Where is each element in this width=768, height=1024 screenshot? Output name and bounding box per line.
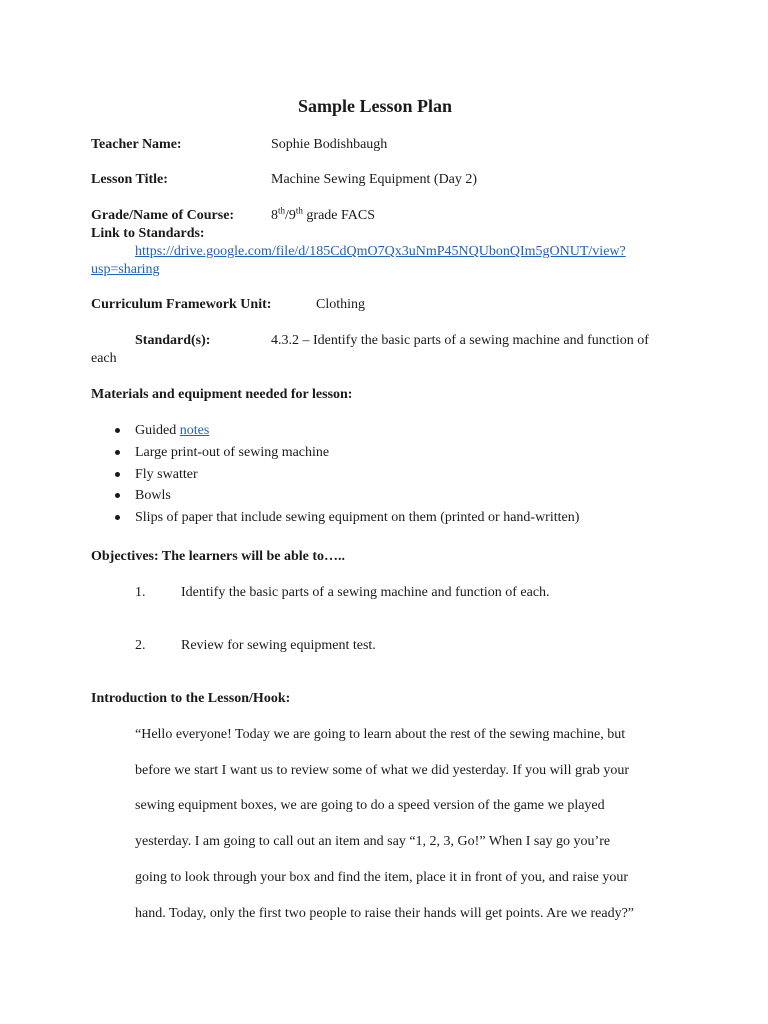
objective-text: Review for sewing equipment test. [181,638,376,653]
materials-heading: Materials and equipment needed for lesson: [91,387,353,402]
grade-value [271,207,375,224]
grade-eighth-suffix: th [278,205,286,216]
page-title: Sample Lesson Plan [298,96,453,116]
lesson-title-value: Machine Sewing Equipment (Day 2) [271,172,478,187]
objective-text: Identify the basic parts of a sewing machine and function of each. [181,585,550,600]
intro-line: going to look through your box and find the item, place it in front of you, and raise your [135,870,629,885]
bullet-icon [115,515,120,520]
materials-item-notes-prefix: Guided [135,423,180,438]
grade-ninth: /9 [285,208,296,223]
lesson-title-label: Lesson Title: [91,172,168,187]
grade-course: grade FACS [302,208,375,223]
curriculum-label: Curriculum Framework Unit: [91,297,272,312]
materials-item: Slips of paper that include sewing equipment on them (printed or hand-written) [135,510,580,525]
bullet-icon [115,493,120,498]
intro-line: hand. Today, only the first two people to raise their hands will get points. Are we ready?” [135,906,635,921]
objective-number: 2. [135,638,146,653]
intro-line: before we start I want us to review some of what we did yesterday. If you will grab your [135,763,629,778]
objective-number: 1. [135,585,146,600]
curriculum-value: Clothing [316,297,366,312]
bullet-icon [115,472,120,477]
standard-line1: 4.3.2 – Identify the basic parts of a sewing machine and function of [271,333,649,348]
standard-label: Standard(s): [135,333,211,348]
intro-line: sewing equipment boxes, we are going to do a speed version of the game we played [135,798,605,813]
intro-line: yesterday. I am going to call out an item and say “1, 2, 3, Go!” When I say go you’re [135,834,611,849]
notes-link[interactable]: notes [179,423,210,438]
grade-label: Grade/Name of Course: [91,208,235,223]
intro-line: “Hello everyone! Today we are going to learn about the rest of the sewing machine, but [135,727,626,742]
materials-item: Bowls [135,488,171,503]
materials-item: Large print-out of sewing machine [135,445,330,460]
materials-item-notes [135,422,209,439]
standards-link-label: Link to Standards: [91,226,205,241]
intro-heading: Introduction to the Lesson/Hook: [91,691,291,706]
standards-link-line2[interactable]: usp=sharing [91,262,160,277]
grade-eighth: 8 [271,208,278,223]
grade-ninth-suffix: th [295,205,303,216]
standards-link-line1[interactable]: https://drive.google.com/file/d/185CdQmO7Qx3uNmP45NQUbonQIm5gONUT/view? [135,244,626,259]
bullet-icon [115,450,120,455]
standard-line2: each [91,351,117,366]
teacher-name-label: Teacher Name: [91,137,182,152]
materials-item: Fly swatter [135,467,198,482]
objectives-heading: Objectives: The learners will be able to….. [91,549,346,564]
teacher-name-value: Sophie Bodishbaugh [271,137,388,152]
bullet-icon [115,428,120,433]
